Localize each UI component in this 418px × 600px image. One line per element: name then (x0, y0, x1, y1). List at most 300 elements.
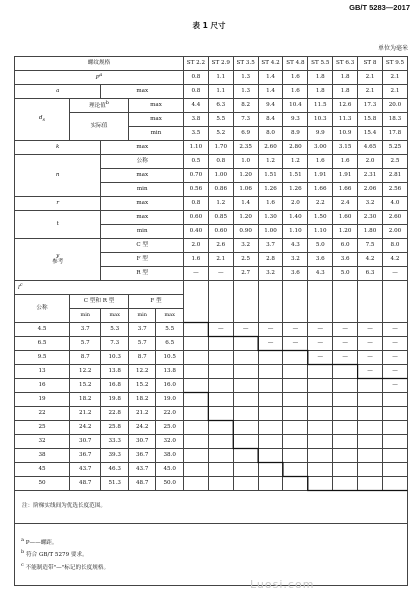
length-cr-max: 7.3 (101, 337, 129, 351)
theory-text: 理论值 (89, 103, 106, 110)
value-cell: 6.9 (233, 127, 258, 141)
empty-cell (283, 393, 308, 407)
empty-cell (258, 379, 283, 393)
empty-cell (333, 365, 358, 379)
empty-cell (358, 449, 383, 463)
value-cell: 2.56 (382, 183, 407, 197)
length-f-max: 45.0 (156, 463, 184, 477)
value-cell: 4.4 (183, 99, 208, 113)
empty-cell (308, 365, 333, 379)
value-cell: 6.0 (333, 239, 358, 253)
label-nominal-l: 公称 (15, 295, 70, 323)
empty-cell (233, 281, 258, 323)
value-cell: 4.3 (308, 267, 333, 281)
empty-cell (333, 407, 358, 421)
value-cell: 1.10 (183, 141, 208, 155)
value-cell: 1.10 (283, 225, 308, 239)
empty-cell (183, 323, 208, 337)
empty-cell (308, 407, 333, 421)
value-cell: 8.2 (233, 99, 258, 113)
empty-cell (258, 421, 283, 435)
label-max: max (101, 141, 184, 155)
not-manufactured-dash: — (358, 365, 383, 379)
length-nominal: 50 (15, 477, 70, 491)
value-cell: 12.6 (333, 99, 358, 113)
label-max: max (101, 211, 184, 225)
empty-cell (382, 449, 407, 463)
empty-cell (183, 281, 208, 323)
empty-cell (258, 463, 283, 477)
empty-cell (258, 477, 283, 491)
value-cell: 8.9 (283, 127, 308, 141)
value-cell: 3.2 (233, 239, 258, 253)
value-cell: 2.4 (333, 197, 358, 211)
length-cr-min: 8.7 (70, 351, 101, 365)
label-max: max (128, 99, 183, 113)
label-min: min (128, 127, 183, 141)
value-cell: 2.30 (358, 211, 383, 225)
value-cell: 9.3 (283, 113, 308, 127)
empty-cell (382, 281, 407, 323)
value-cell: 2.0 (183, 239, 208, 253)
value-cell: 1.20 (333, 225, 358, 239)
length-f-min: 18.2 (128, 393, 156, 407)
value-cell: 0.85 (208, 211, 233, 225)
empty-cell (283, 449, 308, 463)
empty-cell (382, 407, 407, 421)
value-cell: 1.91 (308, 169, 333, 183)
value-cell: 2.35 (233, 141, 258, 155)
label-max: max (101, 309, 129, 323)
table-row (15, 365, 408, 379)
value-cell: 3.2 (258, 267, 283, 281)
empty-cell (183, 435, 208, 449)
length-nominal: 4.5 (15, 323, 70, 337)
value-cell: 15.4 (358, 127, 383, 141)
not-manufactured-dash: — (333, 337, 358, 351)
value-cell: 4.2 (382, 253, 407, 267)
empty-cell (308, 421, 333, 435)
value-cell: 2.1 (208, 253, 233, 267)
value-cell: 1.2 (283, 155, 308, 169)
value-cell: 0.56 (183, 183, 208, 197)
empty-cell (208, 421, 233, 435)
empty-cell (283, 351, 308, 365)
length-cr-max: 46.3 (101, 463, 129, 477)
length-cr-min: 3.7 (70, 323, 101, 337)
empty-cell (183, 351, 208, 365)
empty-cell (308, 477, 333, 491)
length-nominal: 9.5 (15, 351, 70, 365)
header-size: ST 5.5 (308, 57, 333, 71)
value-cell: 1.1 (208, 71, 233, 85)
empty-cell (258, 281, 283, 323)
symbol-l: l (18, 285, 20, 292)
value-cell: 1.6 (283, 71, 308, 85)
table-row (15, 351, 408, 365)
value-cell: 1.80 (358, 225, 383, 239)
empty-cell (382, 393, 407, 407)
label-min: min (70, 309, 101, 323)
footnote-mark-b: b (105, 100, 109, 107)
value-cell: 1.91 (333, 169, 358, 183)
empty-cell (358, 393, 383, 407)
value-cell: 1.66 (308, 183, 333, 197)
table-row (15, 239, 408, 253)
symbol-P: P (95, 75, 100, 82)
not-manufactured-dash: — (308, 337, 333, 351)
not-manufactured-dash: — (358, 323, 383, 337)
footnote-c-mark: c (21, 561, 24, 568)
table-row (15, 524, 408, 586)
value-cell: 8.0 (382, 239, 407, 253)
length-cr-min: 30.7 (70, 435, 101, 449)
length-f-min: 15.2 (128, 379, 156, 393)
table-row (15, 155, 408, 169)
value-cell: 1.8 (333, 71, 358, 85)
value-cell: 1.6 (308, 155, 333, 169)
value-cell: 2.5 (233, 253, 258, 267)
empty-cell (358, 421, 383, 435)
empty-cell (283, 365, 308, 379)
table-row (15, 57, 408, 71)
value-cell: 2.5 (382, 155, 407, 169)
value-cell: 17.3 (358, 99, 383, 113)
empty-cell (308, 463, 333, 477)
value-cell: 2.6 (208, 239, 233, 253)
empty-cell (183, 477, 208, 491)
value-cell: 10.4 (283, 99, 308, 113)
empty-cell (233, 463, 258, 477)
header-size: ST 4.2 (258, 57, 283, 71)
table-row (15, 393, 408, 407)
empty-cell (183, 463, 208, 477)
value-cell: 4.3 (283, 239, 308, 253)
not-manufactured-dash: — (308, 351, 333, 365)
value-cell: 1.8 (308, 85, 333, 99)
value-cell: 18.3 (382, 113, 407, 127)
value-cell: 3.15 (333, 141, 358, 155)
length-nominal: 22 (15, 407, 70, 421)
length-cr-max: 33.3 (101, 435, 129, 449)
length-cr-min: 43.7 (70, 463, 101, 477)
value-cell: 5.2 (208, 127, 233, 141)
header-size: ST 8 (358, 57, 383, 71)
label-theory (70, 99, 129, 113)
reference-text: 参考 (52, 258, 64, 265)
not-manufactured-dash: — (283, 323, 308, 337)
value-cell: 2.60 (382, 211, 407, 225)
length-f-max: 38.0 (156, 449, 184, 463)
value-cell: 3.5 (183, 127, 208, 141)
value-cell: 1.20 (233, 211, 258, 225)
empty-cell (333, 421, 358, 435)
label-max: max (101, 169, 184, 183)
table-row (15, 99, 408, 113)
value-cell: 1.0 (233, 155, 258, 169)
value-cell: 4.2 (358, 253, 383, 267)
table-row (15, 85, 408, 99)
value-cell: 2.8 (258, 253, 283, 267)
value-cell: 15.8 (358, 113, 383, 127)
value-cell: 1.4 (258, 71, 283, 85)
value-cell: 10.9 (333, 127, 358, 141)
length-cr-max: 51.3 (101, 477, 129, 491)
length-cr-max: 5.3 (101, 323, 129, 337)
not-manufactured-dash: — (358, 337, 383, 351)
empty-cell (183, 365, 208, 379)
value-cell: 2.2 (308, 197, 333, 211)
value-cell: 0.40 (183, 225, 208, 239)
length-f-min: 24.2 (128, 421, 156, 435)
value-cell: 1.50 (308, 211, 333, 225)
header-size: ST 2.9 (208, 57, 233, 71)
value-cell: 1.4 (233, 197, 258, 211)
not-manufactured-dash: — (283, 337, 308, 351)
length-f-min: 48.7 (128, 477, 156, 491)
value-cell: 2.60 (258, 141, 283, 155)
length-nominal: 16 (15, 379, 70, 393)
value-cell: 2.1 (358, 71, 383, 85)
table-row (15, 113, 408, 127)
not-manufactured-dash: — (233, 323, 258, 337)
empty-cell (233, 379, 258, 393)
table-title: 表 1 尺寸 (192, 21, 226, 30)
value-cell: — (183, 267, 208, 281)
symbol-d: d (38, 114, 43, 121)
empty-cell (382, 421, 407, 435)
table-row (15, 463, 408, 477)
value-cell: 1.51 (258, 169, 283, 183)
value-cell: 1.26 (258, 183, 283, 197)
standard-number: GB/T 5283—2017 (349, 3, 410, 12)
label-t: t (15, 211, 101, 239)
value-cell: 1.6 (258, 197, 283, 211)
length-f-max: 25.0 (156, 421, 184, 435)
value-cell: 20.0 (382, 99, 407, 113)
empty-cell (208, 351, 233, 365)
length-cr-max: 39.3 (101, 449, 129, 463)
empty-cell (333, 281, 358, 323)
empty-cell (258, 407, 283, 421)
table-row (15, 407, 408, 421)
label-max: max (101, 85, 184, 99)
value-cell: 2.00 (382, 225, 407, 239)
value-cell: 0.90 (233, 225, 258, 239)
empty-cell (382, 463, 407, 477)
empty-cell (233, 449, 258, 463)
empty-cell (208, 281, 233, 323)
length-f-min: 12.2 (128, 365, 156, 379)
empty-cell (258, 393, 283, 407)
empty-cell (208, 407, 233, 421)
length-cr-min: 18.2 (70, 393, 101, 407)
note-row (15, 491, 408, 524)
length-f-min: 30.7 (128, 435, 156, 449)
header-size: ST 9.5 (382, 57, 407, 71)
table-row (15, 491, 408, 524)
length-f-max: 6.5 (156, 337, 184, 351)
length-f-min: 5.7 (128, 337, 156, 351)
footnote-c: 不能制造带"—"标记的长度规格。 (25, 564, 110, 571)
value-cell: 2.80 (283, 141, 308, 155)
empty-cell (183, 421, 208, 435)
value-cell: 8.0 (258, 127, 283, 141)
symbol-y: y (56, 252, 60, 259)
label-min: min (101, 183, 184, 197)
length-f-min: 21.2 (128, 407, 156, 421)
header-size: ST 4.8 (283, 57, 308, 71)
empty-cell (208, 337, 233, 351)
length-cr-min: 5.7 (70, 337, 101, 351)
value-cell: 1.06 (233, 183, 258, 197)
header-size: ST 6.3 (333, 57, 358, 71)
not-manufactured-dash: — (382, 379, 407, 393)
empty-cell (333, 463, 358, 477)
empty-cell (333, 449, 358, 463)
not-manufactured-dash: — (258, 323, 283, 337)
empty-cell (283, 379, 308, 393)
empty-cell (283, 477, 308, 491)
length-cr-max: 22.8 (101, 407, 129, 421)
value-cell: 10.3 (308, 113, 333, 127)
length-f-min: 43.7 (128, 463, 156, 477)
subscript-s: s (42, 117, 46, 124)
value-cell: 3.2 (283, 253, 308, 267)
value-cell: 2.7 (233, 267, 258, 281)
value-cell: 2.0 (283, 197, 308, 211)
empty-cell (208, 463, 233, 477)
empty-cell (233, 421, 258, 435)
length-f-min: 36.7 (128, 449, 156, 463)
value-cell: 2.06 (358, 183, 383, 197)
value-cell: 5.25 (382, 141, 407, 155)
empty-cell (333, 435, 358, 449)
empty-cell (208, 379, 233, 393)
length-f-max: 32.0 (156, 435, 184, 449)
empty-cell (283, 421, 308, 435)
label-a: a (15, 85, 101, 99)
label-l (15, 281, 184, 295)
empty-cell (258, 449, 283, 463)
length-nominal: 13 (15, 365, 70, 379)
empty-cell (358, 435, 383, 449)
empty-cell (183, 379, 208, 393)
label-ds (15, 99, 70, 141)
table-row (15, 421, 408, 435)
length-f-min: 3.7 (128, 323, 156, 337)
value-cell: 3.00 (308, 141, 333, 155)
not-manufactured-dash: — (382, 365, 407, 379)
footnote-mark-c: c (19, 282, 23, 289)
empty-cell (308, 435, 333, 449)
empty-cell (233, 337, 258, 351)
value-cell: 5.0 (333, 267, 358, 281)
value-cell: 2.31 (358, 169, 383, 183)
table-row (15, 71, 408, 85)
not-manufactured-dash: — (358, 351, 383, 365)
value-cell: 1.4 (258, 85, 283, 99)
value-cell: 0.5 (183, 155, 208, 169)
unit-label: 单位为毫米 (377, 45, 408, 52)
value-cell: 0.60 (208, 225, 233, 239)
value-cell: 4.65 (358, 141, 383, 155)
table-row (15, 449, 408, 463)
not-manufactured-dash: — (382, 351, 407, 365)
table-row (15, 435, 408, 449)
empty-cell (358, 463, 383, 477)
empty-cell (233, 407, 258, 421)
table-row (15, 141, 408, 155)
table-row (15, 477, 408, 491)
empty-cell (358, 477, 383, 491)
length-f-max: 13.8 (156, 365, 184, 379)
label-min: min (101, 225, 184, 239)
value-cell: 1.8 (333, 85, 358, 99)
empty-cell (308, 449, 333, 463)
value-cell: 1.20 (233, 169, 258, 183)
length-cr-max: 25.8 (101, 421, 129, 435)
value-cell: 1.30 (258, 211, 283, 225)
label-y (15, 239, 101, 281)
empty-cell (208, 477, 233, 491)
length-cr-min: 12.2 (70, 365, 101, 379)
empty-cell (258, 435, 283, 449)
length-f-max: 10.5 (156, 351, 184, 365)
value-cell: 17.8 (382, 127, 407, 141)
empty-cell (233, 351, 258, 365)
length-f-max: 19.0 (156, 393, 184, 407)
label-f-type2: F 型 (128, 295, 183, 309)
value-cell: 3.7 (258, 239, 283, 253)
value-cell: 3.8 (183, 113, 208, 127)
value-cell: 2.81 (382, 169, 407, 183)
value-cell: 1.10 (308, 225, 333, 239)
value-cell: 6.3 (208, 99, 233, 113)
empty-cell (233, 477, 258, 491)
length-cr-min: 24.2 (70, 421, 101, 435)
table-row (15, 211, 408, 225)
value-cell: 0.8 (183, 71, 208, 85)
footnote-b: 符合 GB/T 5279 要求。 (25, 552, 88, 559)
label-n: n (15, 155, 101, 197)
value-cell: — (382, 267, 407, 281)
empty-cell (382, 477, 407, 491)
length-nominal: 19 (15, 393, 70, 407)
table-row (15, 197, 408, 211)
label-k: k (15, 141, 101, 155)
not-manufactured-dash: — (258, 337, 283, 351)
value-cell: 1.6 (183, 253, 208, 267)
value-cell: 3.6 (333, 253, 358, 267)
not-manufactured-dash: — (333, 351, 358, 365)
value-cell: 1.2 (208, 197, 233, 211)
footnote-a: P——螺距。 (25, 539, 58, 546)
value-cell: 2.1 (382, 85, 407, 99)
length-nominal: 25 (15, 421, 70, 435)
value-cell: 1.70 (208, 141, 233, 155)
value-cell: 1.26 (283, 183, 308, 197)
dimension-table (14, 56, 408, 586)
length-cr-min: 15.2 (70, 379, 101, 393)
length-nominal: 45 (15, 463, 70, 477)
not-manufactured-dash: — (382, 323, 407, 337)
length-cr-min: 48.7 (70, 477, 101, 491)
header-thread-spec: 螺纹规格 (15, 57, 184, 71)
length-cr-max: 10.3 (101, 351, 129, 365)
label-r-type: R 型 (101, 267, 184, 281)
value-cell: 6.3 (358, 267, 383, 281)
